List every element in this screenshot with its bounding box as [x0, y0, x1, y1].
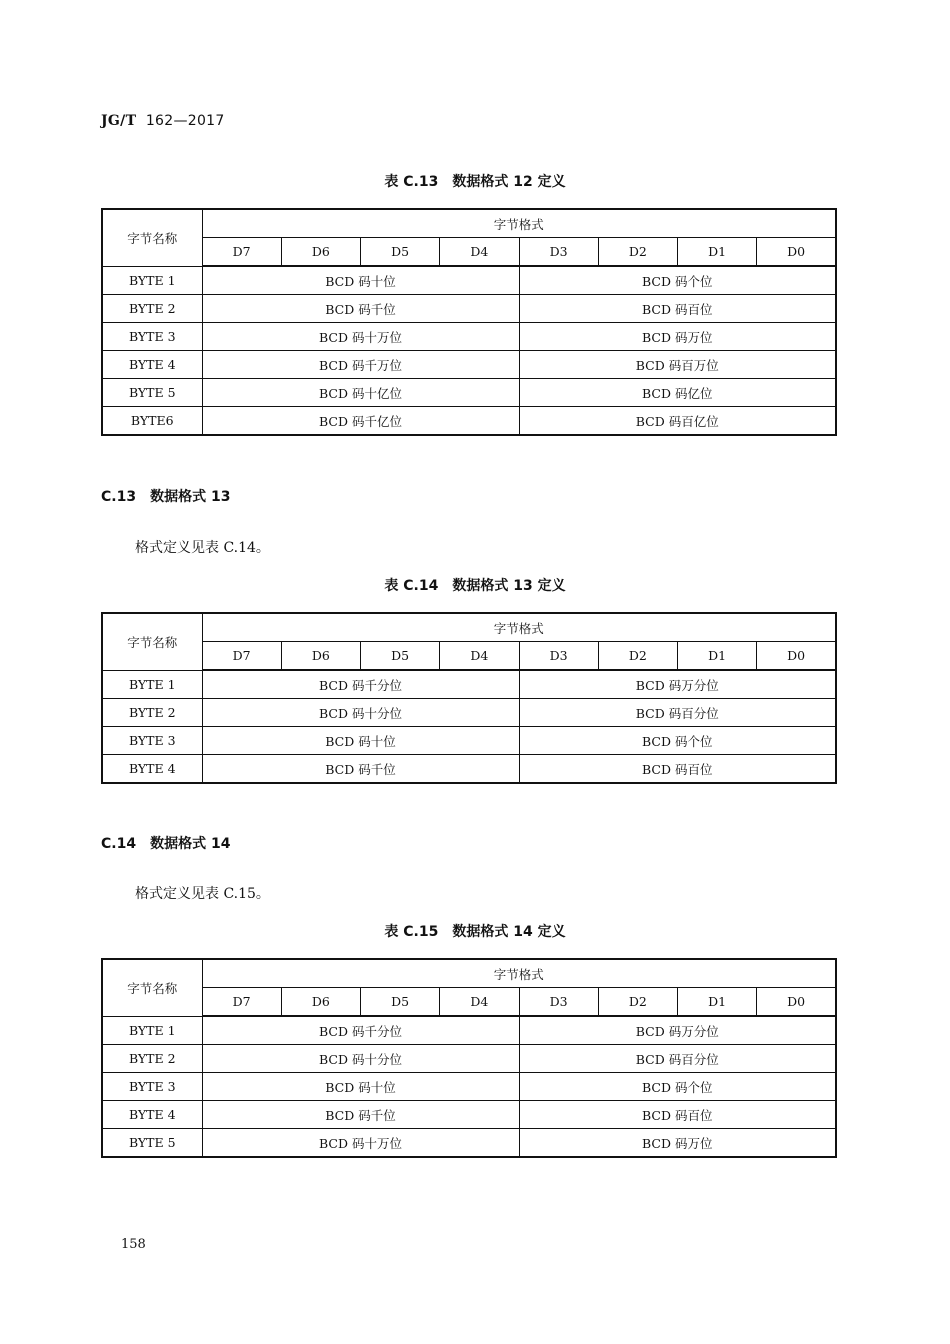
high-nibble: BCD 码千位 — [202, 755, 519, 784]
low-nibble: BCD 码百位 — [519, 755, 836, 784]
bit-header: D0 — [757, 642, 836, 671]
byte-name: BYTE 1 — [102, 670, 202, 699]
byte-name: BYTE 5 — [102, 379, 202, 407]
low-nibble: BCD 码万位 — [519, 1129, 836, 1158]
table-row — [102, 407, 836, 436]
bit-header: D1 — [678, 642, 757, 671]
high-nibble: BCD 码十万位 — [202, 1129, 519, 1158]
standard-prefix: JG/T — [101, 113, 137, 129]
byte-name: BYTE 1 — [102, 266, 202, 295]
table-header-row — [102, 959, 836, 988]
col-header-format: 字节格式 — [202, 959, 836, 988]
byte-name: BYTE 2 — [102, 699, 202, 727]
table-row — [102, 670, 836, 699]
col-header-format: 字节格式 — [202, 209, 836, 238]
bit-header: D2 — [598, 238, 677, 267]
table-header-row — [102, 209, 836, 238]
bit-header: D6 — [281, 238, 360, 267]
table-row — [102, 379, 836, 407]
bit-header: D3 — [519, 238, 598, 267]
bit-header: D6 — [281, 988, 360, 1017]
table-row — [102, 295, 836, 323]
high-nibble: BCD 码千位 — [202, 295, 519, 323]
byte-name: BYTE 4 — [102, 351, 202, 379]
table-row — [102, 699, 836, 727]
high-nibble: BCD 码十亿位 — [202, 379, 519, 407]
col-header-format: 字节格式 — [202, 613, 836, 642]
low-nibble: BCD 码百分位 — [519, 699, 836, 727]
byte-name: BYTE 1 — [102, 1016, 202, 1045]
bit-header: D3 — [519, 988, 598, 1017]
bit-header: D0 — [757, 988, 836, 1017]
col-header-name: 字节名称 — [102, 959, 202, 1016]
bit-header: D7 — [202, 642, 281, 671]
high-nibble: BCD 码十位 — [202, 1073, 519, 1101]
page-number: 158 — [121, 1237, 146, 1252]
high-nibble: BCD 码十万位 — [202, 323, 519, 351]
byte-name: BYTE 5 — [102, 1129, 202, 1158]
table-row — [102, 1129, 836, 1158]
bit-header: D4 — [440, 642, 519, 671]
table-row — [102, 1016, 836, 1045]
table-caption-c15: 表 C.15 数据格式 14 定义 — [384, 924, 566, 940]
bit-header: D5 — [361, 642, 440, 671]
document-code — [101, 113, 225, 129]
table-row — [102, 266, 836, 295]
bit-header: D0 — [757, 238, 836, 267]
col-header-name: 字节名称 — [102, 209, 202, 266]
bit-header-row — [102, 642, 836, 671]
bit-header: D2 — [598, 988, 677, 1017]
high-nibble: BCD 码千万位 — [202, 351, 519, 379]
high-nibble: BCD 码十分位 — [202, 699, 519, 727]
table-caption-c13: 表 C.13 数据格式 12 定义 — [384, 174, 566, 190]
section-text-c13: 格式定义见表 C.14。 — [135, 540, 270, 556]
table-c14 — [101, 612, 837, 784]
high-nibble: BCD 码十位 — [202, 266, 519, 295]
bit-header: D2 — [598, 642, 677, 671]
table-row — [102, 351, 836, 379]
low-nibble: BCD 码个位 — [519, 266, 836, 295]
standard-number: 162—2017 — [145, 113, 225, 129]
bit-header-row — [102, 238, 836, 267]
low-nibble: BCD 码百位 — [519, 1101, 836, 1129]
high-nibble: BCD 码千分位 — [202, 670, 519, 699]
bit-header: D1 — [678, 988, 757, 1017]
bit-header: D7 — [202, 238, 281, 267]
bit-header: D1 — [678, 238, 757, 267]
high-nibble: BCD 码千亿位 — [202, 407, 519, 436]
low-nibble: BCD 码百分位 — [519, 1045, 836, 1073]
bit-header: D4 — [440, 238, 519, 267]
section-heading-c14: C.14 数据格式 14 — [101, 836, 231, 852]
low-nibble: BCD 码百亿位 — [519, 407, 836, 436]
table-c13 — [101, 208, 837, 436]
table-row — [102, 1073, 836, 1101]
table-caption-c14: 表 C.14 数据格式 13 定义 — [384, 578, 566, 594]
low-nibble: BCD 码万位 — [519, 323, 836, 351]
byte-name: BYTE 2 — [102, 295, 202, 323]
byte-name: BYTE 3 — [102, 727, 202, 755]
section-heading-c13: C.13 数据格式 13 — [101, 489, 231, 505]
high-nibble: BCD 码千位 — [202, 1101, 519, 1129]
bit-header: D3 — [519, 642, 598, 671]
table-row — [102, 1101, 836, 1129]
byte-name: BYTE 3 — [102, 323, 202, 351]
high-nibble: BCD 码十分位 — [202, 1045, 519, 1073]
table-header-row — [102, 613, 836, 642]
high-nibble: BCD 码十位 — [202, 727, 519, 755]
low-nibble: BCD 码万分位 — [519, 670, 836, 699]
byte-name: BYTE 4 — [102, 755, 202, 784]
byte-name: BYTE6 — [102, 407, 202, 436]
table-row — [102, 323, 836, 351]
byte-name: BYTE 2 — [102, 1045, 202, 1073]
bit-header: D5 — [361, 988, 440, 1017]
table-c15 — [101, 958, 837, 1158]
high-nibble: BCD 码千分位 — [202, 1016, 519, 1045]
col-header-name: 字节名称 — [102, 613, 202, 670]
low-nibble: BCD 码亿位 — [519, 379, 836, 407]
byte-name: BYTE 3 — [102, 1073, 202, 1101]
low-nibble: BCD 码百位 — [519, 295, 836, 323]
low-nibble: BCD 码个位 — [519, 727, 836, 755]
table-row — [102, 1045, 836, 1073]
bit-header: D5 — [361, 238, 440, 267]
section-text-c14: 格式定义见表 C.15。 — [135, 886, 270, 902]
table-row — [102, 727, 836, 755]
bit-header: D6 — [281, 642, 360, 671]
low-nibble: BCD 码百万位 — [519, 351, 836, 379]
low-nibble: BCD 码个位 — [519, 1073, 836, 1101]
table-row — [102, 755, 836, 784]
byte-name: BYTE 4 — [102, 1101, 202, 1129]
bit-header: D7 — [202, 988, 281, 1017]
low-nibble: BCD 码万分位 — [519, 1016, 836, 1045]
bit-header-row — [102, 988, 836, 1017]
bit-header: D4 — [440, 988, 519, 1017]
